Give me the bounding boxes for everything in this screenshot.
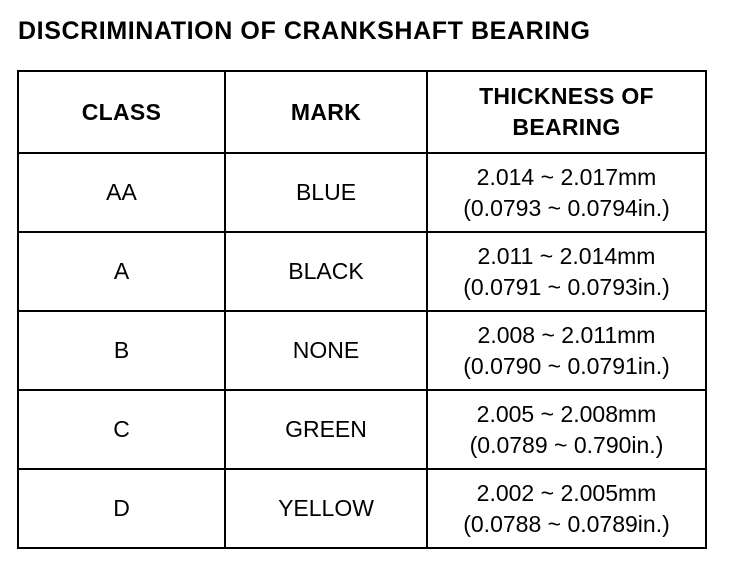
table-header-row <box>18 71 706 153</box>
table-row <box>18 153 706 232</box>
header-class: CLASS <box>18 71 225 153</box>
thickness-in: (0.0793 ~ 0.0794in.) <box>463 194 670 221</box>
thickness-mm: 2.014 ~ 2.017mm <box>476 163 657 190</box>
header-thickness-line-1: THICKNESS OF <box>479 83 654 109</box>
thickness-mm: 2.005 ~ 2.008mm <box>476 400 657 427</box>
cell-mark: NONE <box>225 311 427 390</box>
thickness-in: (0.0788 ~ 0.0789in.) <box>463 510 670 537</box>
thickness-mm: 2.002 ~ 2.005mm <box>476 479 657 506</box>
thickness-in: (0.0789 ~ 0.790in.) <box>469 431 664 458</box>
header-thickness-line-2: BEARING <box>512 114 621 140</box>
cell-class: C <box>18 390 225 469</box>
table-row <box>18 390 706 469</box>
cell-class: AA <box>18 153 225 232</box>
cell-class: B <box>18 311 225 390</box>
thickness-mm: 2.008 ~ 2.011mm <box>477 321 656 348</box>
table-row <box>18 469 706 548</box>
table-row <box>18 311 706 390</box>
cell-thickness <box>427 232 706 311</box>
cell-class: A <box>18 232 225 311</box>
page-title: DISCRIMINATION OF CRANKSHAFT BEARING <box>18 17 591 45</box>
cell-mark: GREEN <box>225 390 427 469</box>
header-thickness <box>427 71 706 153</box>
table-row <box>18 232 706 311</box>
cell-thickness <box>427 153 706 232</box>
cell-class: D <box>18 469 225 548</box>
cell-thickness <box>427 469 706 548</box>
thickness-in: (0.0791 ~ 0.0793in.) <box>463 273 670 300</box>
cell-thickness <box>427 311 706 390</box>
cell-mark: YELLOW <box>225 469 427 548</box>
header-mark: MARK <box>225 71 427 153</box>
thickness-mm: 2.011 ~ 2.014mm <box>477 242 656 269</box>
cell-mark: BLUE <box>225 153 427 232</box>
thickness-in: (0.0790 ~ 0.0791in.) <box>463 352 670 379</box>
bearing-discrimination-table <box>17 70 707 549</box>
cell-thickness <box>427 390 706 469</box>
cell-mark: BLACK <box>225 232 427 311</box>
